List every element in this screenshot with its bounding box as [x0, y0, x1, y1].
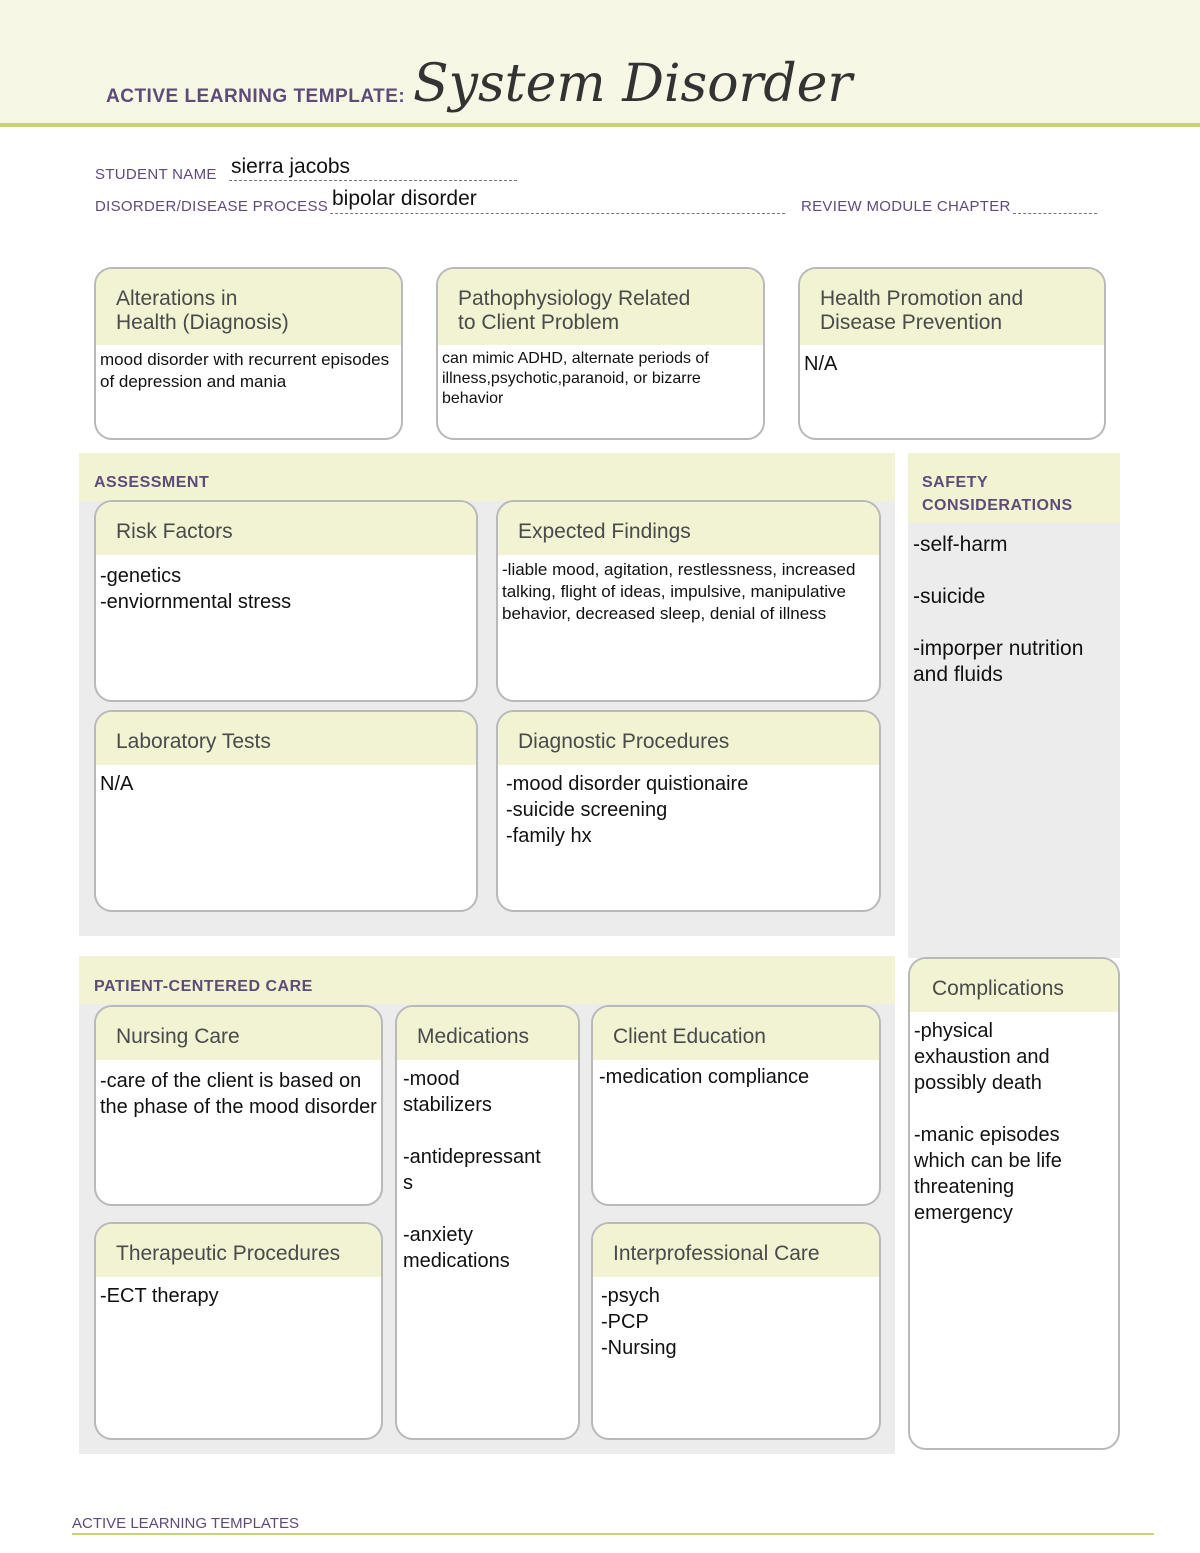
- interprofessional-care-title: Interprofessional Care: [593, 1224, 879, 1277]
- laboratory-tests-title: Laboratory Tests: [96, 712, 476, 765]
- disorder-label: DISORDER/DISEASE PROCESS: [95, 198, 329, 215]
- footer-text: ACTIVE LEARNING TEMPLATES: [72, 1515, 299, 1532]
- risk-factors-title: Risk Factors: [96, 502, 476, 555]
- therapeutic-procedures-card: [94, 1222, 383, 1440]
- alterations-title: Alterations in Health (Diagnosis): [96, 269, 401, 345]
- disorder-line: [330, 213, 785, 214]
- diagnostic-procedures-card: [496, 710, 881, 912]
- complications-title: Complications: [910, 959, 1118, 1012]
- disorder-value[interactable]: bipolar disorder: [332, 187, 477, 210]
- assessment-title: ASSESSMENT: [94, 474, 210, 491]
- review-module-line[interactable]: [1013, 213, 1097, 214]
- alterations-card: [94, 267, 403, 440]
- safety-body[interactable]: -self-harm -suicide -imporper nutrition and fluids: [913, 533, 1084, 686]
- alterations-body[interactable]: mood disorder with recurrent episodes of depression and mania: [100, 350, 390, 391]
- client-education-body[interactable]: -medication compliance: [599, 1066, 810, 1088]
- pathophysiology-card: [436, 267, 765, 440]
- safety-panel: [908, 453, 1120, 958]
- expected-findings-body[interactable]: -liable mood, agitation, restlessness, increased talking, flight of ideas, impulsive, manipulative behavior, decreased sleep, denial of illness: [502, 560, 856, 623]
- student-name-value[interactable]: sierra jacobs: [231, 155, 351, 178]
- complications-body[interactable]: -physical exhaustion and possibly death -manic episodes which can be life threatening emergency: [914, 1020, 1062, 1224]
- medications-card: [395, 1005, 580, 1440]
- health-promotion-card: [798, 267, 1106, 440]
- patient-care-title: PATIENT-CENTERED CARE: [94, 978, 313, 995]
- header-divider: [0, 123, 1200, 127]
- therapeutic-procedures-title: Therapeutic Procedures: [96, 1224, 381, 1277]
- health-promotion-title: Health Promotion and Disease Prevention: [800, 269, 1104, 345]
- template-label: ACTIVE LEARNING TEMPLATE:: [106, 86, 406, 107]
- review-module-label: REVIEW MODULE CHAPTER: [801, 198, 1011, 215]
- template-title: System Disorder: [413, 54, 853, 114]
- interprofessional-care-card: [591, 1222, 881, 1440]
- nursing-care-card: [94, 1005, 383, 1206]
- expected-findings-title: Expected Findings: [498, 502, 879, 555]
- therapeutic-procedures-body[interactable]: -ECT therapy: [100, 1285, 219, 1307]
- health-promotion-body[interactable]: N/A: [804, 353, 838, 375]
- medications-body[interactable]: -mood stabilizers -antidepressant s -anxiety medications: [403, 1068, 541, 1272]
- laboratory-tests-card: [94, 710, 478, 912]
- safety-title-line1: SAFETY: [922, 474, 989, 491]
- student-name-label: STUDENT NAME: [95, 166, 217, 183]
- interprofessional-care-body[interactable]: -psych -PCP -Nursing: [601, 1285, 677, 1359]
- diagnostic-procedures-title: Diagnostic Procedures: [498, 712, 879, 765]
- risk-factors-body[interactable]: -genetics -enviornmental stress: [100, 565, 292, 613]
- client-education-title: Client Education: [593, 1007, 879, 1060]
- pathophysiology-title: Pathophysiology Related to Client Problem: [438, 269, 763, 345]
- client-education-card: [591, 1005, 881, 1206]
- risk-factors-card: [94, 500, 478, 702]
- student-name-line: [229, 180, 517, 181]
- laboratory-tests-body[interactable]: N/A: [100, 773, 134, 795]
- nursing-care-title: Nursing Care: [96, 1007, 381, 1060]
- pathophysiology-body[interactable]: can mimic ADHD, alternate periods of illness,psychotic,paranoid, or bizarre behavior: [442, 350, 709, 407]
- expected-findings-card: [496, 500, 881, 702]
- diagnostic-procedures-body[interactable]: -mood disorder quistionaire -suicide screening -family hx: [506, 773, 749, 847]
- safety-title-line2: CONSIDERATIONS: [922, 497, 1073, 514]
- medications-title: Medications: [397, 1007, 578, 1060]
- footer-divider: [72, 1533, 1154, 1535]
- complications-card: [908, 957, 1120, 1450]
- nursing-care-body[interactable]: -care of the client is based on the phase of the mood disorder: [100, 1070, 377, 1118]
